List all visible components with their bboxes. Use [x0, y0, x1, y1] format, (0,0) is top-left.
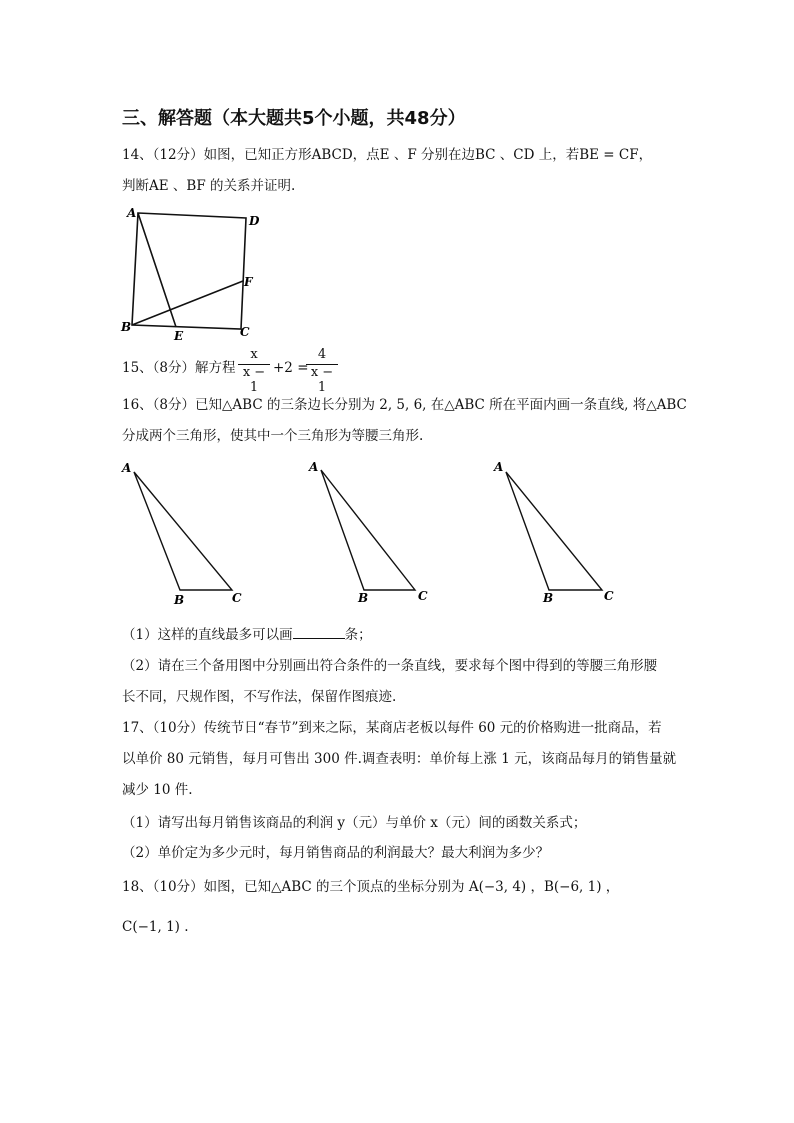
q16-sub2-line2: 长不同，尺规作图，不写作法，保留作图痕迹.	[122, 689, 397, 705]
q15-num1: x	[250, 347, 258, 362]
q17-line1: 17、（10分）传统节日“春节”到来之际，某商店老板以每件 60 元的价格购进一批商品，若	[122, 720, 662, 736]
q17-line2: 以单价 80 元销售，每月可售出 300 件.调查表明：单价每上涨 1 元，该商品每月的销售量就	[122, 751, 677, 767]
q14-square-figure	[118, 203, 268, 345]
q15-fraction-left	[238, 347, 270, 395]
t3-label-c: C	[604, 589, 614, 603]
q17-sub1: （1）请写出每月销售该商品的利润 y（元）与单价 x（元）间的函数关系式；	[122, 815, 587, 831]
square-abcd	[132, 213, 246, 329]
t1-label-b: B	[174, 593, 185, 607]
segment-bf	[132, 281, 243, 325]
q14-line1: 14、（12分）如图，已知正方形ABCD，点E 、F 分别在边BC 、CD 上，若BE = CF，	[122, 147, 653, 163]
t3-label-a: A	[494, 460, 504, 474]
q18-line1: 18、（10分）如图，已知△ABC 的三个顶点的坐标分别为 A(−3, 4) ，B(−6, 1) ，	[122, 879, 620, 895]
q17-sub2: （2）单价定为多少元时，每月销售商品的利润最大？最大利润为多少？	[122, 845, 550, 861]
q16-line2: 分成两个三角形，使其中一个三角形为等腰三角形.	[122, 428, 424, 444]
t3-label-b: B	[543, 591, 554, 605]
q15-num2: 4	[317, 347, 327, 362]
t2-label-a: A	[309, 460, 319, 474]
q15-den2: x − 1	[306, 364, 338, 395]
t1-label-c: C	[232, 591, 242, 605]
q15-fraction-right	[306, 347, 338, 395]
q15-mid: +2 =	[273, 360, 309, 376]
q16-sub1	[122, 624, 372, 645]
answer-blank[interactable]	[293, 624, 345, 639]
t1-label-a: A	[122, 461, 132, 475]
triangle-3	[506, 472, 602, 590]
q16-sub1-after: 条；	[344, 627, 372, 643]
triangle-1	[134, 472, 232, 590]
label-f: F	[244, 275, 253, 289]
q16-triangles-figure	[118, 458, 678, 608]
label-a: A	[127, 206, 137, 220]
q16-line1: 16、（8分）已知△ABC 的三条边长分别为 2, 5, 6, 在△ABC 所在平面内画一条直线, 将△ABC	[122, 397, 687, 413]
label-e: E	[174, 329, 184, 343]
label-d: D	[249, 214, 260, 228]
section-title: 三、解答题（本大题共5个小题，共48分）	[122, 108, 466, 129]
q16-sub1-before: （1）这样的直线最多可以画	[122, 627, 293, 643]
q15-den1: x − 1	[238, 364, 270, 395]
t2-label-c: C	[418, 589, 428, 603]
label-c: C	[240, 325, 250, 339]
label-b: B	[121, 320, 132, 334]
triangle-2	[321, 470, 415, 590]
q17-line3: 减少 10 件.	[122, 782, 193, 798]
t2-label-b: B	[358, 591, 369, 605]
q14-line2: 判断AE 、BF 的关系并证明.	[122, 178, 296, 194]
q16-sub2-line1: （2）请在三个备用图中分别画出符合条件的一条直线，要求每个图中得到的等腰三角形腰	[122, 658, 658, 674]
q15-prefix: 15、（8分）解方程	[122, 360, 236, 376]
q18-line2: C(−1, 1) .	[122, 919, 189, 935]
